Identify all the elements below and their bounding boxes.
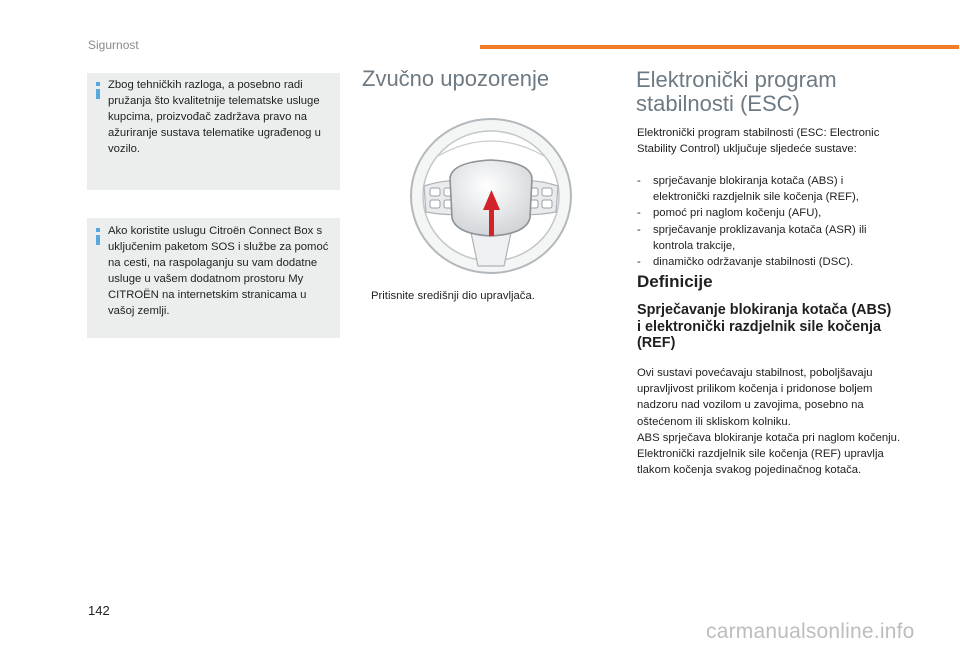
- steering-wheel-icon: [408, 116, 574, 276]
- info-icon: [96, 82, 100, 86]
- paragraph: Elektronički razdjelnik sile kočenja (REF) upravlja tlakom kočenja svakog pojedinačnog kotača.: [637, 448, 884, 477]
- list-item: - sprječavanje blokiranja kotača (ABS) i elektronički razdjelnik sile kočenja (REF),: [637, 173, 899, 205]
- instruction-text: Pritisnite središnji dio upravljača.: [371, 290, 535, 302]
- horn-heading: Zvučno upozorenje: [362, 66, 550, 91]
- section-accent-bar: [480, 45, 959, 49]
- horn-instruction: [365, 288, 535, 305]
- section-label: Sigurnost: [88, 38, 139, 52]
- info-icon-stem: [96, 235, 100, 245]
- esc-intro: Elektronički program stabilnosti (ESC: Electronic Stability Control) uključuje sljedeće sustave:: [637, 127, 880, 156]
- info-box-telematics: [87, 73, 340, 190]
- list-item: - dinamičko održavanje stabilnosti (DSC).: [637, 254, 899, 270]
- page-number: 142: [88, 603, 110, 618]
- watermark: carmanualsonline.info: [706, 620, 915, 643]
- info-icon-stem: [96, 89, 100, 99]
- info-box-text: Zbog tehničkih razloga, a posebno radi pružanja što kvalitetnije telematske usluge kupcima, proizvođač zadržava pravo na ažuriranje sustava telematike ugrađenog u vozilo.: [108, 79, 321, 155]
- info-box-text: Ako koristite uslugu Citroën Connect Box s uključenim paketom SOS i službe za pomoć na cesti, na raspolaganju su vam dodatne usluge u vašem dodatnom prostoru My CITROËN na internetskim stranicama u vašoj zemlji.: [108, 225, 329, 317]
- esc-heading: Elektronički program stabilnosti (ESC): [636, 67, 837, 116]
- abs-description: [637, 365, 905, 478]
- abs-heading: Sprječavanje blokiranja kotača (ABS) i elektronički razdjelnik sile kočenja (REF): [637, 302, 892, 351]
- info-box-connect-box: [87, 218, 340, 338]
- paragraph: Ovi sustavi povećavaju stabilnost, poboljšavaju upravljivost prilikom kočenja i pridonose boljem nadzoru nad vozilom u zavojima, posebno na oštećenom ili skliskom kolniku.: [637, 367, 873, 428]
- list-item: - sprječavanje proklizavanja kotača (ASR) ili kontrola trakcije,: [637, 222, 899, 254]
- definitions-heading: Definicije: [637, 272, 713, 291]
- list-item: - pomoć pri naglom kočenju (AFU),: [637, 205, 899, 221]
- paragraph: ABS sprječava blokiranje kotača pri naglom kočenju.: [637, 431, 901, 444]
- info-icon: [96, 228, 100, 232]
- esc-systems-list: [637, 173, 899, 270]
